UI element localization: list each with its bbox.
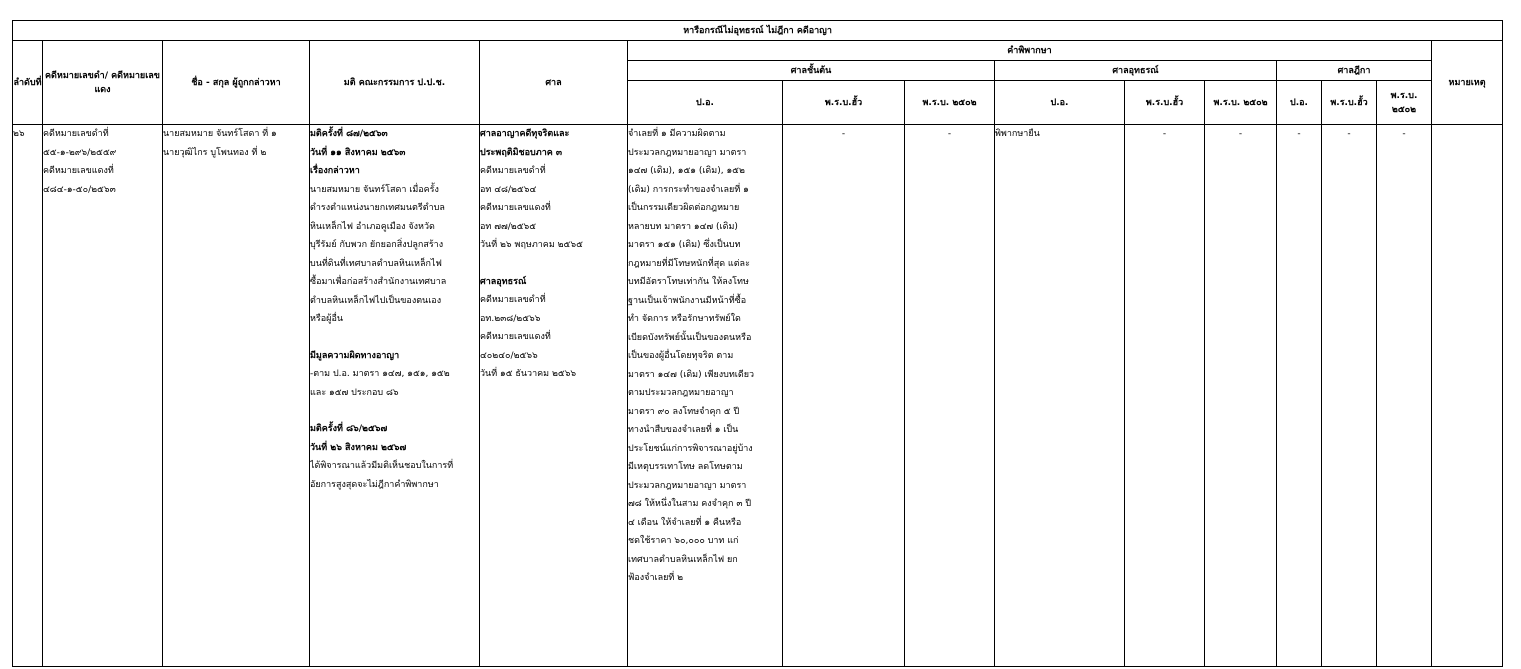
remark-cell xyxy=(1432,125,1503,667)
resolution-1-text: ตำบลหินเหล็กไฟไปเป็นของตนเอง xyxy=(310,295,442,306)
header-first-po: ป.อ. xyxy=(628,81,783,125)
judgment-line: มาตรา ๙๐ ลงโทษจำคุก ๕ ปี xyxy=(628,406,740,417)
judgment-line: มาตรา ๑๕๑ (เดิม) ซึ่งเป็นบท xyxy=(628,240,741,250)
court-2-text: คดีหมายเลขดำที่ xyxy=(480,295,546,305)
judgment-line: ตามประมวลกฎหมายอาญา xyxy=(628,388,734,398)
court-2-text: วันที่ ๑๕ ธันวาคม ๒๕๖๖ xyxy=(480,369,577,379)
accused-name: นายวุฒิไกร บูโพนทอง ที่ ๒ xyxy=(163,147,267,158)
judgment-line: ทำ จัดการ หรือรักษาทรัพย์ใด xyxy=(628,314,741,324)
header-supreme-court: ศาลฎีกา xyxy=(1277,61,1432,81)
header-first-chua: พ.ร.บ.ฮั้ว xyxy=(783,81,905,125)
court-1-text: อท ๗๗/๒๕๖๕ xyxy=(480,221,537,232)
judgment-line: มาตรา ๑๔๗ (เดิม) เพียงบทเดียว xyxy=(628,369,755,380)
table-banner: หารือกรณีไม่อุทธรณ์ ไม่ฎีกา คดีอาญา xyxy=(13,21,1503,41)
table-row xyxy=(13,125,1503,667)
header-supreme-po: ป.อ. xyxy=(1277,81,1322,125)
resolution-1-text: นายสมหมาย จันทร์โสดา เมื่อครั้ง xyxy=(310,184,439,195)
header-appeal-chua: พ.ร.บ.ฮั้ว xyxy=(1125,81,1205,125)
case-numbers-cell xyxy=(43,125,163,667)
resolution-1-text: หรือผู้อื่น xyxy=(310,314,344,324)
appeal-po-cell: พิพากษายืน xyxy=(995,125,1125,667)
resolution-1-text: บนที่ดินที่เทศบาลตำบลหินเหล็กไฟ xyxy=(310,258,442,269)
judgment-line: เป็นกรรมเดียวผิดต่อกฎหมาย xyxy=(628,203,740,213)
offense-text: และ ๑๕๗ ประกอบ ๘๖ xyxy=(310,387,399,398)
header-first-2502: พ.ร.บ. ๒๕๐๒ xyxy=(905,81,995,125)
header-appeal-po: ป.อ. xyxy=(995,81,1125,125)
court-2-title: ศาลอุทธรณ์ xyxy=(480,276,527,287)
judgment-line: มีเหตุบรรเทาโทษ ลดโทษตาม xyxy=(628,462,743,472)
resolution-1-subject: เรื่องกล่าวหา xyxy=(310,166,360,176)
judgment-line: ประโยชน์แก่การพิจารณาอยู่บ้าง xyxy=(628,443,753,454)
offense-text: -ตาม ป.อ. มาตรา ๑๔๗, ๑๕๑, ๑๕๒ xyxy=(310,369,450,379)
header-supreme-chua: พ.ร.บ.ฮั้ว xyxy=(1322,81,1377,125)
header-case-numbers: คดีหมายเลขดำ/ คดีหมายเลขแดง xyxy=(43,41,163,125)
header-name: ชื่อ - สกุล ผู้ถูกกล่าวหา xyxy=(163,41,310,125)
case-number-line: ๕๕-๑-๒๙๖/๒๕๕๙ xyxy=(43,147,117,158)
court-1-text: อท ๔๘/๒๕๖๔ xyxy=(480,184,537,195)
resolution-1-text: หินเหล็กไฟ อำเภอคูเมือง จังหวัด xyxy=(310,221,435,232)
appeal-2502-cell: - xyxy=(1205,125,1277,667)
supreme-po-cell: - xyxy=(1277,125,1322,667)
resolution-1-text: ซื้อมาเพื่อก่อสร้างสำนักงานเทศบาล xyxy=(310,277,447,287)
header-appeal-2502: พ.ร.บ. ๒๕๐๒ xyxy=(1205,81,1277,125)
judgment-line: (เดิม) การกระทำของจำเลยที่ ๑ xyxy=(628,184,749,195)
court-1-title: ประพฤติมิชอบภาค ๓ xyxy=(480,147,563,158)
accused-name: นายสมหมาย จันทร์โสดา ที่ ๑ xyxy=(163,129,277,139)
accused-names-cell xyxy=(163,125,310,667)
first-court-chua-cell: - xyxy=(783,125,905,667)
court-2-text: ๔๐๒๔๐/๒๕๖๖ xyxy=(480,350,538,361)
judgment-line: ฟ้องจำเลยที่ ๒ xyxy=(628,573,684,583)
judgment-line: ชดใช้ราคา ๖๐,๐๐๐ บาท แก่ xyxy=(628,536,739,546)
court-1-title: ศาลอาญาคดีทุจริตและ xyxy=(480,129,570,139)
court-1-text: คดีหมายเลขดำที่ xyxy=(480,166,546,176)
resolution-1-text: ดำรงตำแหน่งนายกเทศมนตรีตำบล xyxy=(310,203,445,213)
judgment-line: เทศบาลตำบลหินเหล็กไฟ ยก xyxy=(628,554,738,565)
case-number-line: คดีหมายเลขแดงที่ xyxy=(43,166,114,176)
judgment-line: เป็นของผู้อื่นโดยทุจริต ตาม xyxy=(628,351,734,361)
resolution-2-text: อัยการสูงสุดจะไม่ฎีกาคำพิพากษา xyxy=(310,479,439,490)
first-court-po-cell xyxy=(628,125,783,667)
judgment-line: ฐานเป็นเจ้าพนักงานมีหน้าที่ซื้อ xyxy=(628,295,747,306)
header-resolution: มติ คณะกรรมการ ป.ป.ช. xyxy=(310,41,480,125)
spacer xyxy=(480,255,627,273)
judgment-line: กฎหมายที่มีโทษหนักที่สุด แต่ละ xyxy=(628,258,750,269)
judgment-line: ๔ เดือน ให้จำเลยที่ ๑ คืนหรือ xyxy=(628,517,742,528)
header-appeal-court: ศาลอุทธรณ์ xyxy=(995,61,1277,81)
court-2-text: อท.๒๓๘/๒๕๖๖ xyxy=(480,313,541,324)
resolution-1-date: วันที่ ๑๑ สิงหาคม ๒๕๖๓ xyxy=(310,147,406,158)
case-summary-table xyxy=(12,20,1503,667)
court-1-text: คดีหมายเลขแดงที่ xyxy=(480,203,551,213)
court-2-text: คดีหมายเลขแดงที่ xyxy=(480,332,551,342)
judgment-line: ประมวลกฎหมายอาญา มาตรา xyxy=(628,147,747,158)
court-1-text: วันที่ ๒๖ พฤษภาคม ๒๕๖๕ xyxy=(480,240,583,250)
resolution-2-title: มติครั้งที่ ๘๖/๒๕๖๗ xyxy=(310,424,388,434)
judgment-line: ประมวลกฎหมายอาญา มาตรา xyxy=(628,480,747,491)
spacer xyxy=(310,329,479,347)
row-no: ๒๖ xyxy=(13,125,43,667)
spacer xyxy=(310,402,479,420)
case-table-wrapper xyxy=(12,20,1502,669)
header-supreme-2502: พ.ร.บ. ๒๕๐๒ xyxy=(1377,81,1432,125)
case-number-line: ๔๘๔-๑-๕๐/๒๕๖๓ xyxy=(43,184,116,195)
header-first-court: ศาลชั้นต้น xyxy=(628,61,995,81)
court-cell xyxy=(480,125,628,667)
resolution-cell xyxy=(310,125,480,667)
judgment-line: บทมีอัตราโทษเท่ากัน ให้ลงโทษ xyxy=(628,277,749,287)
judgment-line: หลายบท มาตรา ๑๔๗ (เดิม) xyxy=(628,221,738,232)
header-remark: หมายเหตุ xyxy=(1432,41,1503,125)
judgment-line: ๑๔๗ (เดิม), ๑๕๑ (เดิม), ๑๕๒ xyxy=(628,166,745,176)
resolution-2-date: วันที่ ๒๖ สิงหาคม ๒๕๖๗ xyxy=(310,442,407,453)
supreme-chua-cell: - xyxy=(1322,125,1377,667)
offense-title: มีมูลความผิดทางอาญา xyxy=(310,350,400,361)
resolution-1-text: บุรีรัมย์ กับพวก ยักยอกสิ่งปลูกสร้าง xyxy=(310,240,444,250)
judgment-line: จำเลยที่ ๑ มีความผิดตาม xyxy=(628,129,726,139)
header-no: ลำดับที่ xyxy=(13,41,43,125)
judgment-line: ๗๘ ให้หนึ่งในสาม คงจำคุก ๓ ปี xyxy=(628,499,752,509)
judgment-line: ทางนำสืบของจำเลยที่ ๑ เป็น xyxy=(628,425,739,435)
judgment-line: เบียดบังทรัพย์นั้นเป็นของตนหรือ xyxy=(628,332,752,343)
appeal-chua-cell: - xyxy=(1125,125,1205,667)
resolution-2-text: ได้พิจารณาแล้วมีมติเห็นชอบในการที่ xyxy=(310,461,454,471)
supreme-2502-cell: - xyxy=(1377,125,1432,667)
header-judgment: คำพิพากษา xyxy=(628,41,1432,61)
resolution-1-title: มติครั้งที่ ๘๗/๒๕๖๓ xyxy=(310,129,388,139)
first-court-2502-cell: - xyxy=(905,125,995,667)
case-number-line: คดีหมายเลขดำที่ xyxy=(43,129,109,139)
header-court: ศาล xyxy=(480,41,628,125)
